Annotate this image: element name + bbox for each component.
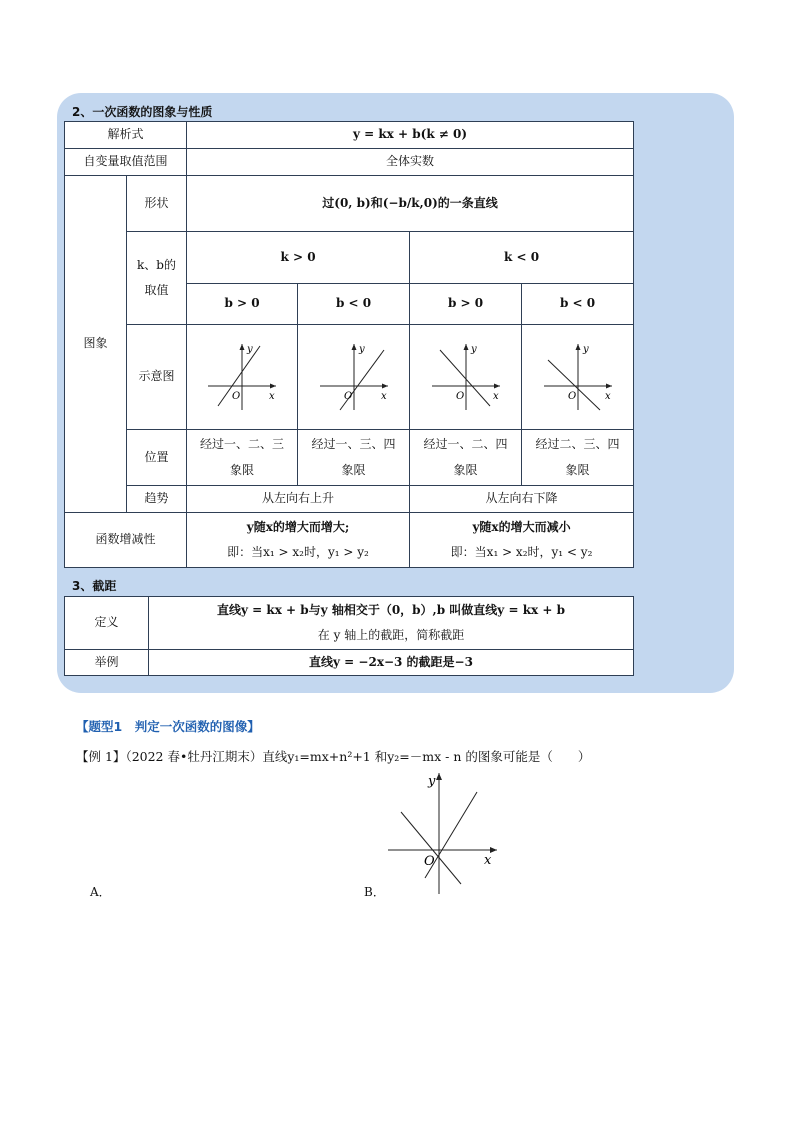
answer-graph xyxy=(385,770,500,896)
b-positive-1: b > 0 xyxy=(187,284,298,325)
sketch-cell-2 xyxy=(298,325,410,430)
kb-label-line2: 取值 xyxy=(144,283,169,297)
definition-value xyxy=(149,597,634,650)
answer-axis-x: x xyxy=(484,853,492,868)
answer-axis-y: y xyxy=(428,774,436,789)
monotonicity-decreasing xyxy=(410,513,634,568)
trend-down: 从左向右下降 xyxy=(410,486,634,513)
sketch-cell-1 xyxy=(187,325,298,430)
b-negative-1: b < 0 xyxy=(298,284,410,325)
sketch-k-neg-b-pos xyxy=(426,338,506,412)
expr-value: y = kx + b(k ≠ 0) xyxy=(187,122,634,149)
sketch-k-pos-b-pos xyxy=(202,338,282,412)
position-1-line2: 象限 xyxy=(230,462,255,477)
example-value: 直线y = −2x−3 的截距是−3 xyxy=(149,650,634,676)
position-cell-4 xyxy=(522,430,634,486)
axis-y-label: y xyxy=(470,343,477,355)
mono-inc-line2: 即：当x₁ > x₂时，y₁ > y₂ xyxy=(227,545,369,559)
k-positive: k > 0 xyxy=(187,232,410,284)
section2-title: 2、一次函数的图象与性质 xyxy=(72,105,213,119)
axis-y-label: y xyxy=(247,343,253,355)
answer-origin: O xyxy=(424,854,435,869)
expr-label: 解析式 xyxy=(65,122,187,149)
k-negative: k < 0 xyxy=(410,232,634,284)
position-4-line1: 经过二、三、四 xyxy=(535,437,620,452)
question xyxy=(76,747,590,765)
position-3-line1: 经过一、二、四 xyxy=(423,437,508,452)
intercept-table xyxy=(64,596,634,676)
origin-label: O xyxy=(232,390,241,402)
sketch-k-neg-b-neg xyxy=(538,338,618,412)
position-2-line2: 象限 xyxy=(341,462,366,477)
position-cell-1 xyxy=(187,430,298,486)
axis-x-label: x xyxy=(604,390,611,402)
position-1-line1: 经过一、二、三 xyxy=(200,437,285,452)
trend-label: 趋势 xyxy=(127,486,187,513)
topic-title: 【题型1 判定一次函数的图像】 xyxy=(76,719,260,734)
definition-label: 定义 xyxy=(65,597,149,650)
position-3-line2: 象限 xyxy=(453,462,478,477)
b-positive-2: b > 0 xyxy=(410,284,522,325)
monotonicity-label: 函数增减性 xyxy=(65,513,187,568)
example-tag: 【例 1】 xyxy=(76,749,126,764)
axis-y-label: y xyxy=(358,343,365,355)
domain-label: 自变量取值范围 xyxy=(65,149,187,176)
shape-value: 过(0, b)和(−b/k,0)的一条直线 xyxy=(187,176,634,232)
mono-dec-line2: 即：当x₁ > x₂时，y₁ < y₂ xyxy=(450,545,593,559)
axis-x-label: x xyxy=(492,390,499,402)
position-2-line1: 经过一、三、四 xyxy=(311,437,396,452)
position-label: 位置 xyxy=(127,430,187,486)
axis-y-label: y xyxy=(582,343,589,355)
position-cell-3 xyxy=(410,430,522,486)
linear-function-table xyxy=(64,121,634,568)
axis-x-label: x xyxy=(269,390,275,402)
option-a[interactable]: A． xyxy=(90,885,111,899)
origin-label: O xyxy=(343,390,352,402)
definition-line1: 直线y = kx + b与y 轴相交于（0，b）,b 叫做直线y = kx + b xyxy=(217,602,565,617)
sketch-cell-3 xyxy=(410,325,522,430)
mono-dec-line1: y随x的增大而减小 xyxy=(472,519,571,534)
definition-line2: 在 y 轴上的截距，简称截距 xyxy=(317,628,465,642)
example-label: 举例 xyxy=(65,650,149,676)
kb-label xyxy=(127,232,187,325)
monotonicity-increasing xyxy=(187,513,410,568)
mono-inc-line1: y随x的增大而增大; xyxy=(246,519,350,534)
option-b[interactable]: B． xyxy=(364,885,385,899)
b-negative-2: b < 0 xyxy=(522,284,634,325)
domain-value: 全体实数 xyxy=(187,149,634,176)
origin-label: O xyxy=(455,390,464,402)
question-text: （2022 春•牡丹江期末）直线y₁=mx+n²+1 和y₂=－mx - n 的图象可能是（ ） xyxy=(125,749,591,764)
shape-label: 形状 xyxy=(127,176,187,232)
axis-x-label: x xyxy=(380,390,387,402)
sketch-cell-4 xyxy=(522,325,634,430)
sketch-k-pos-b-neg xyxy=(314,338,394,412)
section3-title: 3、截距 xyxy=(72,579,117,593)
position-4-line2: 象限 xyxy=(565,462,590,477)
trend-up: 从左向右上升 xyxy=(187,486,410,513)
position-cell-2 xyxy=(298,430,410,486)
sketch-label: 示意图 xyxy=(127,325,187,430)
graph-label: 图象 xyxy=(65,176,127,513)
origin-label: O xyxy=(567,390,576,402)
kb-label-line1: k、b的 xyxy=(137,257,176,272)
